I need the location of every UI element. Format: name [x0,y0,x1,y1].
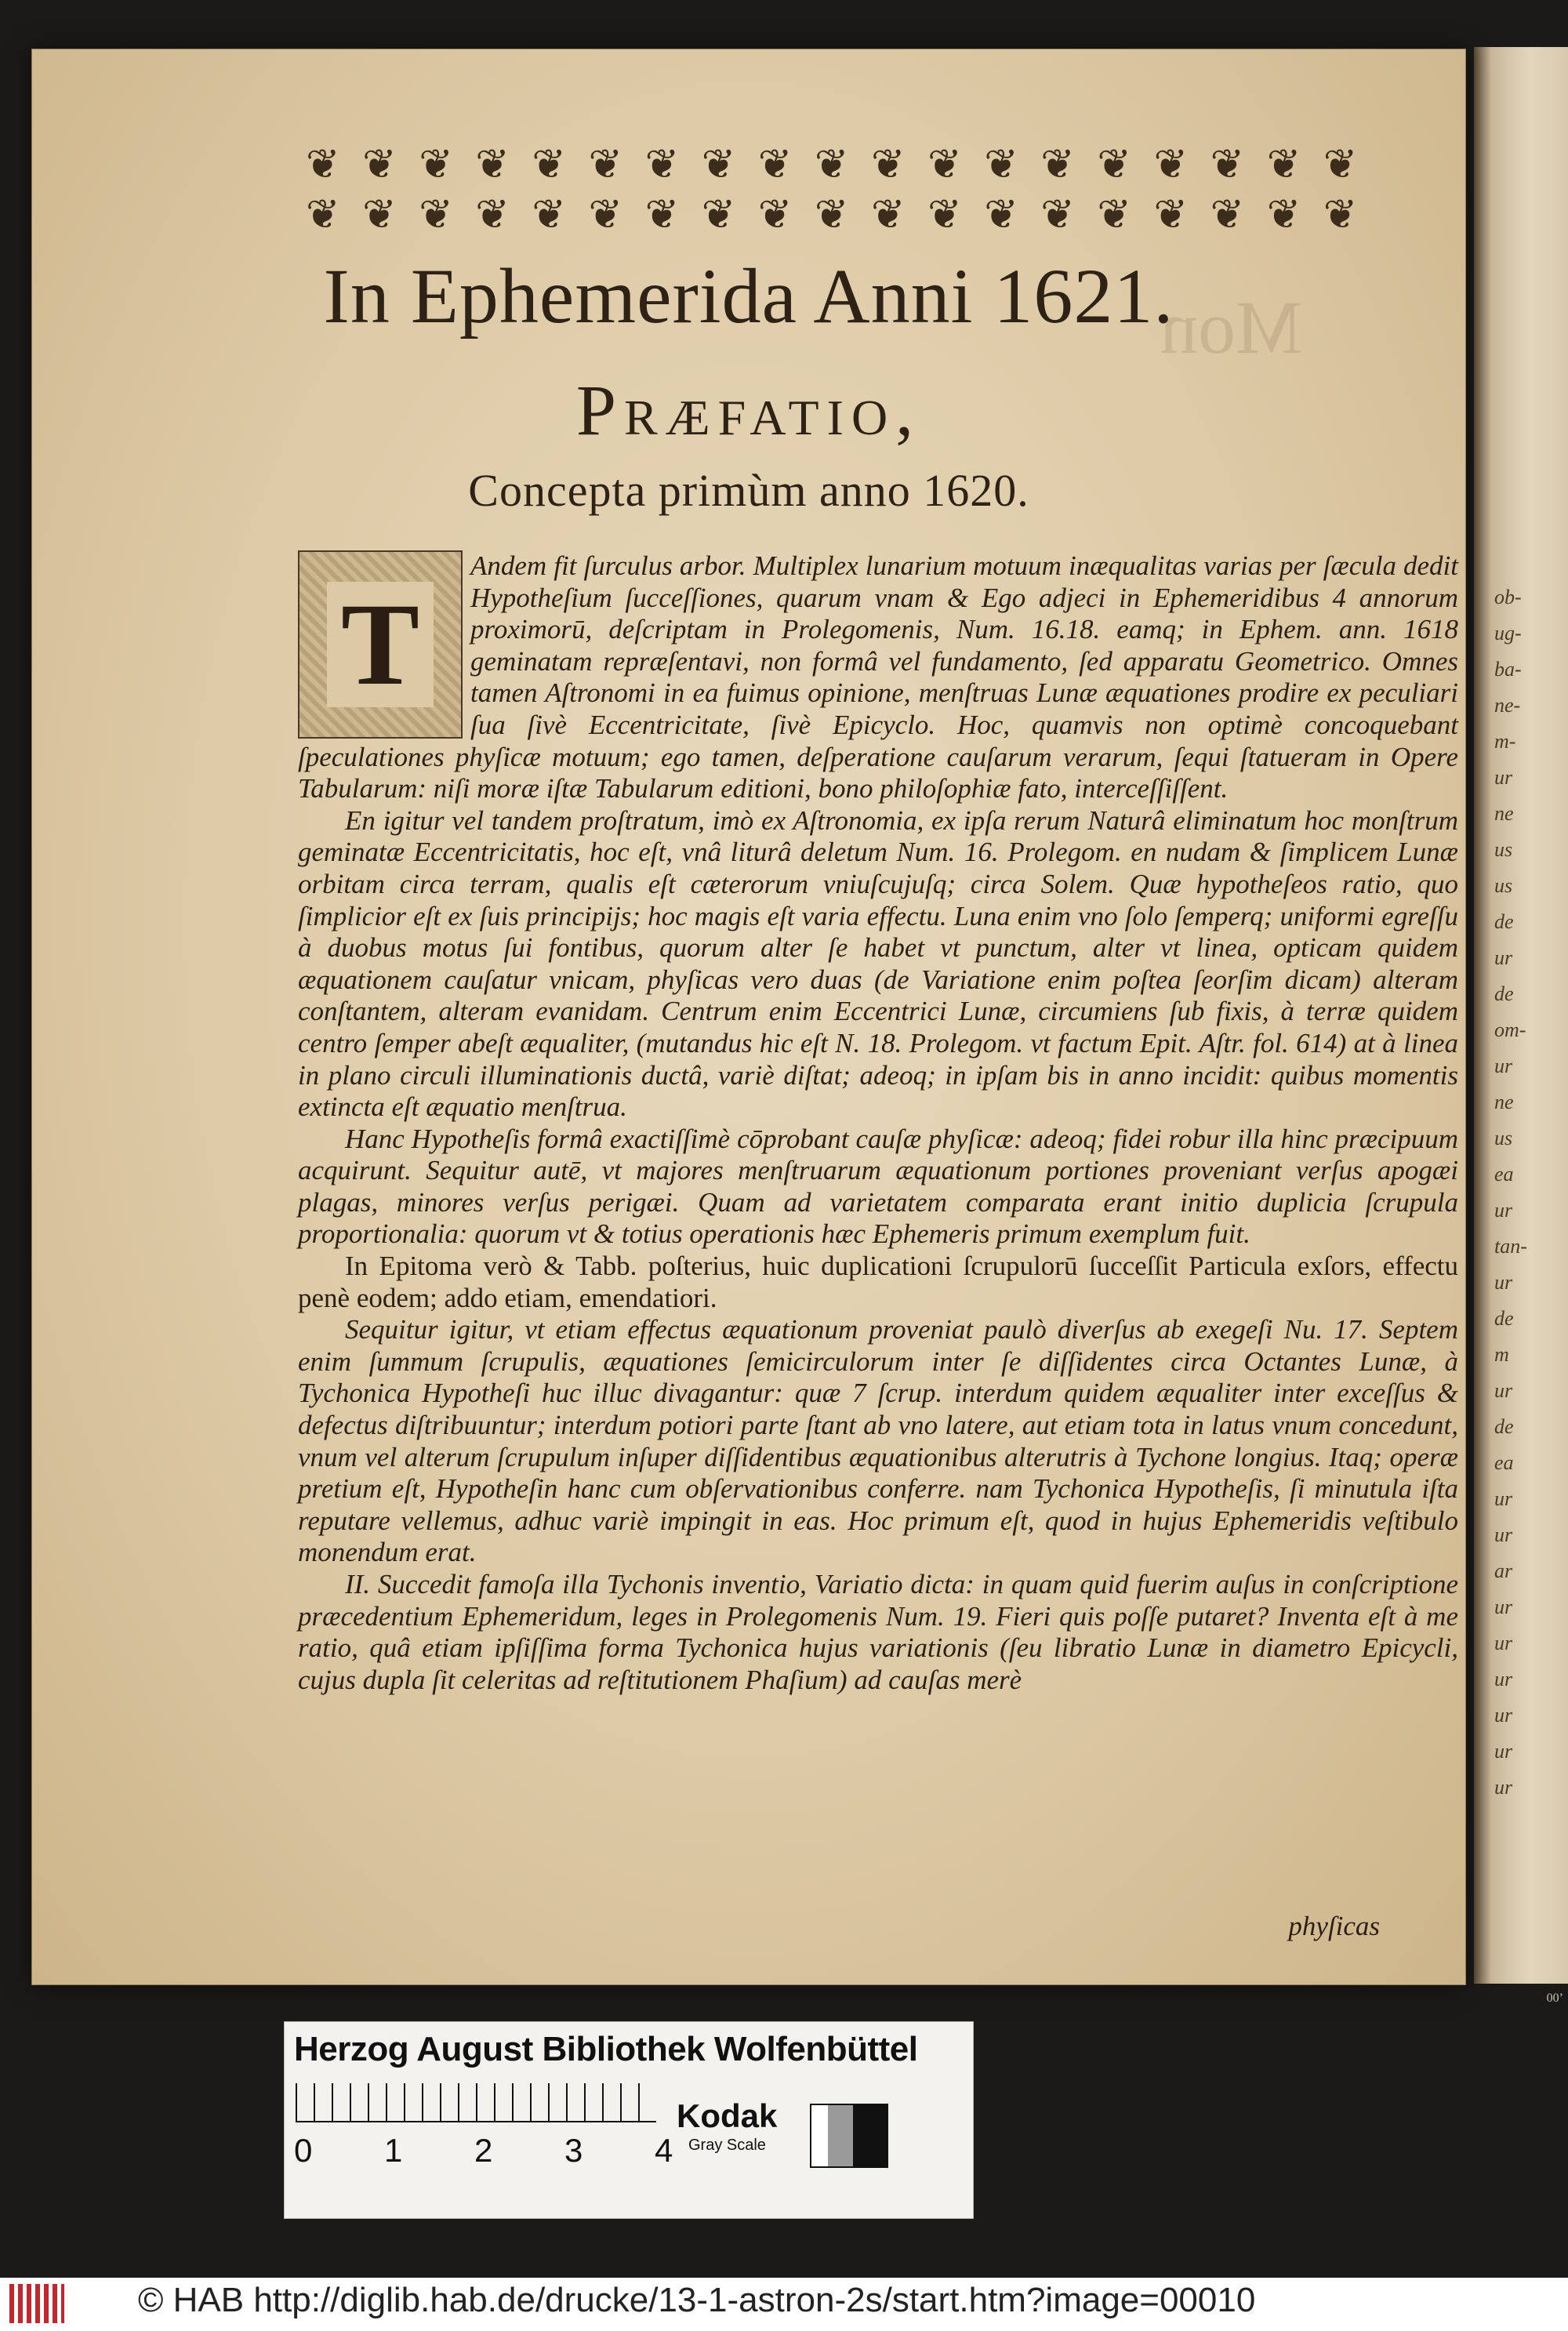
gray-scale-label: Gray Scale [688,2137,766,2154]
kodak-logo: Kodak [677,2097,778,2134]
facing-page-fragment: us [1494,1127,1513,1149]
facing-page-fragment: ea [1494,1451,1514,1474]
facing-page-fragment: de [1494,910,1514,933]
page-title: In Ephemerida Anni 1621. [323,252,1174,339]
ruler-number: 4 [655,2132,673,2169]
paragraph-1: Andem fit ſurculus arbor. Multiplex lunarium motuum inæqualitas varias per ſæcula dedit Hypotheſium ſucceſſiones, quarum vnam & Ego adjeci in Ephemeridibus 4 annorum proximorū, deſcriptam in Prolegomenis, Num. 16.18. eamq; in Ephem. ann. 1618 geminatam repræſentavi, non formâ vel fundamento, ſed apparatu Geometrico. Omnes tamen Aſtronomi in ea fuimus opinione, menſtruas Lunæ æquationes prodire ex peculiari ſua ſivè Eccentricitate, ſivè Epicyclo. Hoc, quamvis non optimè concoquebant ſpeculationes phyſicæ motuum; ego tamen, deſperatione cauſarum verarum, ſequi ſtatueram in Opere Tabularum: niſi moræ iſtæ Tabularum editioni, bono philoſophiæ fato, interceſſiſſent. [298,550,1458,804]
ruler-number: 3 [564,2132,583,2169]
ruler-number: 1 [384,2132,403,2169]
facing-page-fragment: ur [1494,1379,1513,1402]
ruler-number: 2 [474,2132,493,2169]
head-ornament [306,141,1363,238]
ruler-number: 0 [294,2132,313,2169]
ornament-row-1: ❦ ❦ ❦ ❦ ❦ ❦ ❦ ❦ ❦ ❦ ❦ ❦ ❦ ❦ ❦ ❦ ❦ ❦ ❦ [306,141,1363,188]
facing-page-fragment: m- [1494,730,1516,753]
facing-page-fragment: tan- [1494,1235,1527,1258]
facing-page-fragment: ur [1494,1668,1513,1690]
facing-page-fragment: ur [1494,1596,1513,1618]
facing-page [1474,47,1568,2005]
footer-bar [0,2278,1568,2331]
facing-page-fragment: de [1494,982,1514,1005]
facing-page-fragment: ne [1494,802,1514,825]
facing-page-fragment: ur [1494,1055,1513,1077]
facing-page-fragment: ob- [1494,586,1522,608]
paragraph-4: Sequitur igitur, vt etiam effectus æquationum proveniat paulò diverſus ab exegeſi Nu. 17. Septem enim ſummum ſcrupulis, æquationes ſemicirculorum inter ſe diſſidentes circa Octantes Lunæ, à Tychonica Hypotheſi huc illuc divagantur: quæ 7 ſcrup. interdum quidem æqualiter inter exceſſus & defectus diſtribuuntur; interdum potiori parte ſtant ab vno latere, aut etiam tota in latus vnum concedunt, vnum vel alterum ſcrupulum inſuper diſſidentibus æquationibus alterutris à Tychone longius. Itaq; operæ pretium eſt, Hypotheſin hanc cum obſervationibus conferre. nam Tychonica Hypotheſis, ſi minutula iſta reputare vellemus, adhuc variè impingit in eas. Hoc primum eſt, quod in hujus Ephemeridis veſtibulo monendum erat. [298,1314,1458,1568]
facing-page-fragment: ur [1494,1776,1513,1799]
ornament-row-2: ❦ ❦ ❦ ❦ ❦ ❦ ❦ ❦ ❦ ❦ ❦ ❦ ❦ ❦ ❦ ❦ ❦ ❦ ❦ [306,191,1363,238]
facing-page-fragment: ur [1494,1271,1513,1294]
facing-page-fragment: ur [1494,1740,1513,1763]
facing-page-marker: 00’ [1546,1992,1563,2005]
library-scale-card [284,2021,974,2219]
initial-letter: T [327,582,434,707]
facing-page-fragment: ug- [1494,622,1522,644]
hab-logo-icon [9,2284,64,2323]
facing-page-fragment: ne- [1494,694,1521,717]
paragraph-3: Hanc Hypotheſis formâ exactiſſimè cōprobant cauſæ phyſicæ: adeoq; fidei robur illa hinc præcipuum acquirunt. Sequitur autē, vt majores menſtruarum æquationum portiones proveniant verſus apogæi plagas, minores verſus perigæi. Quam ad varietatem comparata erant initio duplicia ſcrupula proportionalia: quorum vt & totius operationis hæc Ephemeris primum exemplum fuit. [298,1123,1458,1250]
facing-page-fragment: ea [1494,1163,1514,1185]
facing-page-fragment: ne [1494,1091,1514,1113]
paragraph-5: II. Succedit famoſa illa Tychonis inventio, Variatio dicta: in quam quid fuerim auſus in conſcriptione præcedentium Ephemeridum, leges in Prolegomenis Num. 19. Fieri quis poſſe putaret? Inventa eſt à me ratio, quâ etiam ipſiſſima forma Tychonica hujus variationis (ſeu libratio Lunæ in diametro Epicycli, cujus dupla ſit celeritas ad reſtitutionem Phaſium) ad cauſas merè [298,1569,1458,1695]
show-through-text: Mon [1160,285,1303,369]
facing-page-fragment: ur [1494,946,1513,969]
facing-page-fragment: us [1494,838,1513,861]
ruler-numbers [285,2132,692,2171]
section-subheading: Concepta primùm anno 1620. [468,465,1029,516]
facing-page-fragment: ur [1494,1487,1513,1510]
facing-page-fragment: ur [1494,1523,1513,1546]
paragraph-2: En igitur vel tandem proſtratum, imò ex Aſtronomia, ex ipſa rerum Naturâ eliminatum hoc monſtrum geminatæ Eccentricitatis, hoc eſt, vnâ liturâ deletum Num. 16. Prolegom. en nudam & ſimplicem Lunæ orbitam circa terram, qualis eſt cæterorum vniuſcujuſq; circa Solem. Quæ hypotheſeos ratio, quo ſimplicior eſt ex ſuis principijs; hoc magis eſt varia effectu. Luna enim vno ſolo ſemperq; uniformi egreſſu à duobus motus ſui fontibus, quorum alter ſe habet vt punctum, alter vt linea, opticam quidem æquationem cauſatur vnicam, phyſicas vero duas (de Variatione enim poſtea ſeorſim dicam) alteram conſtantem, alteram evanidam. Centrum enim Eccentrici Lunæ, circumiens ſub fixis, à terræ quidem centro ſemper abeſt æqualiter, (mutandus hic eſt N. 18. Prolegom. vt factum Epit. Aſtr. fol. 614) at à linea in plano circuli illuminationis ductâ, variè diſtat; adeoq; in ipſam bis in anno incidit: quibus momentis extincta eſt æquatio menſtrua. [298,804,1458,1123]
facing-page-fragment: m [1494,1343,1509,1366]
facing-page-fragment: ur [1494,766,1513,789]
facing-page-fragment: de [1494,1307,1514,1330]
catchword: phyſicas [1288,1911,1380,1941]
facing-page-fragment: us [1494,874,1513,897]
facing-page-fragment: ur [1494,1632,1513,1654]
facing-page-fragment: ur [1494,1704,1513,1726]
source-url[interactable]: © HAB http://diglib.hab.de/drucke/13-1-astron-2s/start.htm?image=00010 [138,2281,1256,2319]
library-name: Herzog August Bibliothek Wolfenbüttel [294,2030,918,2068]
ruler-ticks [296,2083,656,2122]
paragraph-3-roman: In Epitoma verò & Tabb. poſterius, huic duplicationi ſcrupulorū ſucceſſit Particula exſors, effectu penè eodem; addo etiam, emendatiori. [298,1251,1458,1313]
facing-page-fragment: de [1494,1415,1514,1438]
facing-page-fragment: ur [1494,1199,1513,1222]
facing-page-fragment: om- [1494,1018,1526,1041]
section-heading: Præfatio, [575,370,922,450]
book-page [31,49,1466,1985]
facing-page-fragment: ar [1494,1559,1513,1582]
gray-scale-swatch [810,2104,888,2168]
body-text [298,550,1458,1696]
facing-page-fragment: ba- [1494,658,1522,681]
